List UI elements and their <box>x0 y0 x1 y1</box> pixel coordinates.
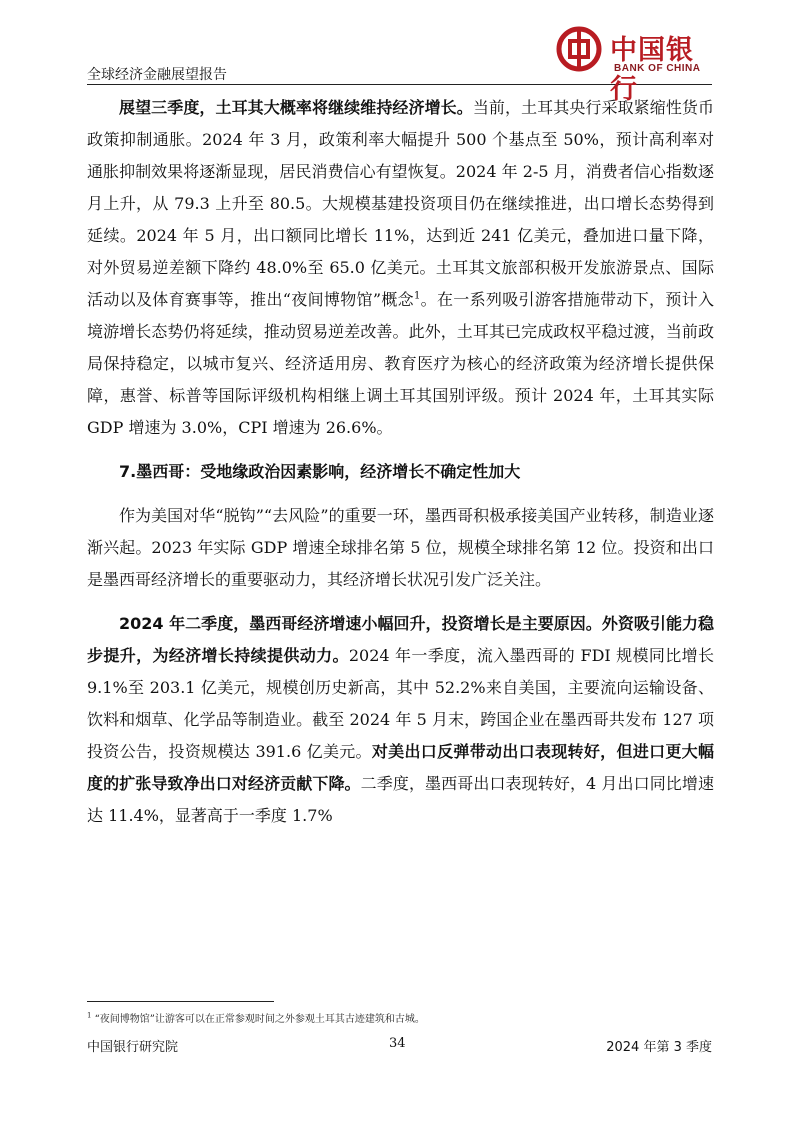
paragraph-mexico-q2 <box>87 608 714 832</box>
footnote-number: 1 <box>87 1011 92 1020</box>
footnote-reference[interactable]: 1 <box>413 290 421 302</box>
paragraph-inline-bold: 对美出口反弹带动出口表现转好，但进口更大幅度的扩张导致净出口对经济贡献下降。 <box>87 742 714 793</box>
logo-english-name: BANK OF CHINA <box>614 63 701 74</box>
paragraph-text: 二季度，墨西哥出口表现转好，4 月出口同比增速达 11.4%，显著高于一季度 1.7% <box>87 774 714 825</box>
paragraph-text: 当前，土耳其央行采取紧缩性货币政策抑制通胀。2024 年 3 月，政策利率大幅提升 500 个基点至 50%，预计高利率对通胀抑制效果将逐渐显现，居民消费信心有望恢复。2024 年 2-5 月，消费者信心指数逐月上升，从 79.3 上升至 80.5。大规模基建投资项目仍在继续推进，出口增长态势得到延续。2024 年 5 月，出口额同比增长 11%，达到近 241 亿美元，叠加进口量下降，对外贸易逆差额下降约 48.0%至 65.0 亿美元。土耳其文旅部积极开发旅游景点、国际活动以及体育赛事等，推出“夜间博物馆”概念 <box>87 98 714 309</box>
paragraph-text: 。在一系列吸引游客措施带动下，预计入境游增长态势仍将延续，推动贸易逆差改善。此外，土耳其已完成政权平稳过渡，当前政局保持稳定，以城市复兴、经济适用房、教育医疗为核心的经济政策为经济增长提供保障，惠誉、标普等国际评级机构相继上调土耳其国别评级。预计 2024 年，土耳其实际 GDP 增速为 3.0%，CPI 增速为 26.6%。 <box>87 290 714 437</box>
footnote-divider <box>87 1001 274 1002</box>
page-number: 34 <box>389 1036 406 1051</box>
paragraph-lead-bold: 2024 年二季度，墨西哥经济增速小幅回升，投资增长是主要原因。外资吸引能力稳步提升，为经济增长持续提供动力。 <box>87 614 714 665</box>
paragraph-lead-bold: 展望三季度，土耳其大概率将继续维持经济增长。 <box>119 98 473 117</box>
section-heading-mexico: 7.墨西哥：受地缘政治因素影响，经济增长不确定性加大 <box>119 462 521 481</box>
report-title: 全球经济金融展望报告 <box>87 67 227 83</box>
footer-institution: 中国银行研究院 <box>87 1040 179 1055</box>
bank-of-china-emblem-icon <box>556 26 602 72</box>
logo-chinese-name: 中国银行 <box>610 35 694 105</box>
paragraph-turkey-outlook <box>87 92 714 444</box>
bank-logo <box>556 26 716 105</box>
footnote-text: “夜间博物馆”让游客可以在正常参观时间之外参观土耳其古迹建筑和古城。 <box>94 1014 425 1025</box>
main-content <box>87 92 714 832</box>
footer-period: 2024 年第 3 季度 <box>606 1040 712 1055</box>
paragraph-text: 2024 年一季度，流入墨西哥的 FDI 规模同比增长 9.1%至 203.1 亿美元，规模创历史新高，其中 52.2%来自美国，主要流向运输设备、饮料和烟草、化学品等制造业。截至 2024 年 5 月末，跨国企业在墨西哥共发布 127 项投资公告，投资规模达 391.6 亿美元。 <box>87 646 714 761</box>
paragraph-mexico-intro: 作为美国对华“脱钩”“去风险”的重要一环，墨西哥积极承接美国产业转移，制造业逐渐兴起。2023 年实际 GDP 增速全球排名第 5 位，规模全球排名第 12 位。投资和出口是墨西哥经济增长的重要驱动力，其经济增长状况引发广泛关注。 <box>87 506 714 589</box>
footnote <box>87 1010 425 1025</box>
